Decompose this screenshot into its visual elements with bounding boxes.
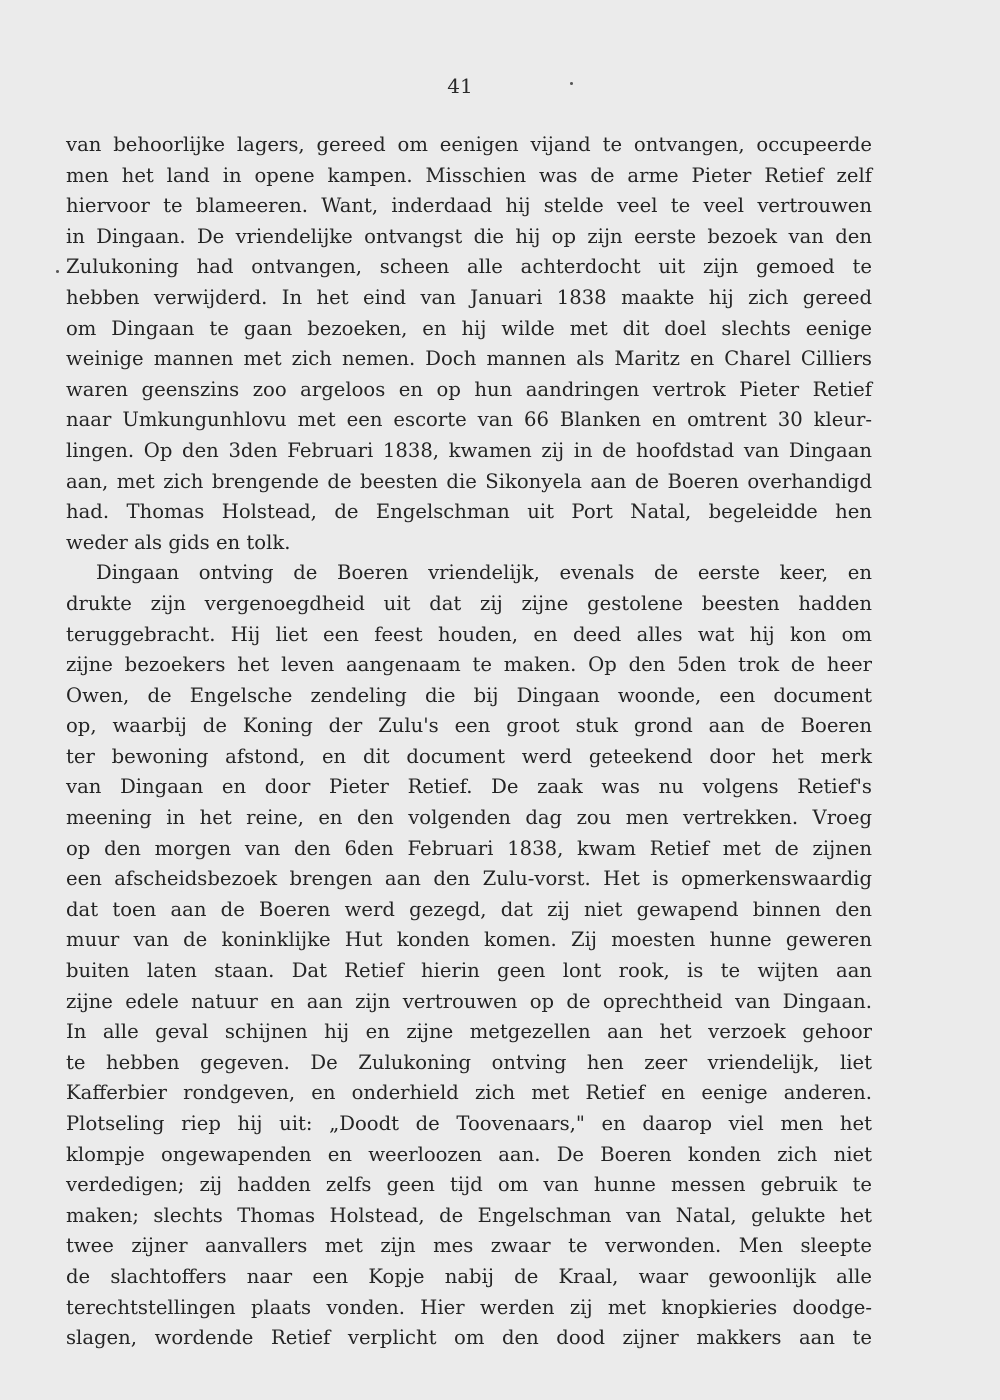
text-line: ter bewoning afstond, en dit document werd geteekend door het merk bbox=[66, 744, 872, 768]
text-line: te hebben gegeven. De Zulukoning ontving hen zeer vriendelijk, liet bbox=[66, 1050, 872, 1074]
text-line: muur van de koninklijke Hut konden komen. Zij moesten hunne geweren bbox=[66, 928, 872, 952]
text-line: om Dingaan te gaan bezoeken, en hij wilde met dit doel slechts eenige bbox=[66, 316, 872, 340]
text-line: weinige mannen met zich nemen. Doch mannen als Maritz en Charel Cilliers bbox=[66, 347, 872, 371]
text-line: slagen, wordende Retief verplicht om den dood zijner makkers aan te bbox=[66, 1326, 872, 1350]
text-line: op, waarbij de Koning der Zulu's een groot stuk grond aan de Boeren bbox=[66, 714, 872, 738]
text-line: lingen. Op den 3den Februari 1838, kwamen zij in de hoofdstad van Dingaan bbox=[66, 438, 872, 462]
text-line: maken; slechts Thomas Holstead, de Engelschman van Natal, gelukte het bbox=[66, 1203, 872, 1227]
text-line: in Dingaan. De vriendelijke ontvangst die hij op zijn eerste bezoek van den bbox=[66, 224, 872, 248]
text-line: zijne edele natuur en aan zijn vertrouwen op de oprechtheid van Dingaan. bbox=[66, 989, 872, 1013]
text-line: naar Umkungunhlovu met een escorte van 66 Blanken en omtrent 30 kleur- bbox=[66, 408, 872, 432]
text-line: zijne bezoekers het leven aangenaam te maken. Op den 5den trok de heer bbox=[66, 653, 872, 677]
text-line: aan, met zich brengende de beesten die Sikonyela aan de Boeren overhandigd bbox=[66, 469, 872, 493]
text-line: Dingaan ontving de Boeren vriendelijk, evenals de eerste keer, en bbox=[96, 561, 872, 585]
speck-mark bbox=[56, 270, 59, 273]
text-line: men het land in opene kampen. Misschien was de arme Pieter Retief zelf bbox=[66, 163, 872, 187]
text-line: In alle geval schijnen hij en zijne metgezellen aan het verzoek gehoor bbox=[66, 1020, 872, 1044]
text-line: terechtstellingen plaats vonden. Hier werden zij met knopkieries doodge- bbox=[66, 1295, 872, 1319]
text-line: van behoorlijke lagers, gereed om eenigen vijand te ontvangen, occupeerde bbox=[66, 133, 872, 156]
text-line: weder als gids en tolk. bbox=[66, 530, 291, 554]
text-line: meening in het reine, en den volgenden dag zou men vertrekken. Vroeg bbox=[66, 806, 872, 830]
page-number: 41 bbox=[447, 74, 473, 98]
body-text bbox=[66, 130, 872, 1354]
text-line: van Dingaan en door Pieter Retief. De zaak was nu volgens Retief's bbox=[66, 775, 872, 799]
text-line: Zulukoning had ontvangen, scheen alle achterdocht uit zijn gemoed te bbox=[66, 255, 872, 279]
text-line: verdedigen; zij hadden zelfs geen tijd om van hunne messen gebruik te bbox=[66, 1173, 872, 1197]
text-line: hiervoor te blameeren. Want, inderdaad hij stelde veel te veel vertrouwen bbox=[66, 194, 872, 218]
text-line: een afscheidsbezoek brengen aan den Zulu-vorst. Het is opmerkenswaardig bbox=[66, 867, 872, 891]
text-line: de slachtoffers naar een Kopje nabij de Kraal, waar gewoonlijk alle bbox=[66, 1264, 872, 1288]
text-line: buiten laten staan. Dat Retief hierin geen lont rook, is te wijten aan bbox=[66, 959, 872, 983]
text-line: twee zijner aanvallers met zijn mes zwaar te verwonden. Men sleepte bbox=[66, 1234, 872, 1258]
text-line: klompje ongewapenden en weerloozen aan. De Boeren konden zich niet bbox=[66, 1142, 872, 1166]
text-line: Owen, de Engelsche zendeling die bij Dingaan woonde, een document bbox=[66, 683, 872, 707]
text-line: drukte zijn vergenoegdheid uit dat zij zijne gestolene beesten hadden bbox=[66, 591, 872, 615]
text-line: waren geenszins zoo argeloos en op hun aandringen vertrok Pieter Retief bbox=[66, 377, 872, 401]
text-line: op den morgen van den 6den Februari 1838, kwam Retief met de zijnen bbox=[66, 836, 872, 860]
text-line: teruggebracht. Hij liet een feest houden, en deed alles wat hij kon om bbox=[66, 622, 872, 646]
text-line: Kafferbier rondgeven, en onderhield zich met Retief en eenige anderen. bbox=[66, 1081, 872, 1105]
text-line: Plotseling riep hij uit: „Doodt de Toovenaars," en daarop viel men het bbox=[66, 1112, 872, 1135]
text-line: had. Thomas Holstead, de Engelschman uit Port Natal, begeleidde hen bbox=[66, 500, 872, 524]
text-line: hebben verwijderd. In het eind van Januari 1838 maakte hij zich gereed bbox=[66, 285, 872, 309]
text-line: dat toen aan de Boeren werd gezegd, dat zij niet gewapend binnen den bbox=[66, 897, 872, 921]
